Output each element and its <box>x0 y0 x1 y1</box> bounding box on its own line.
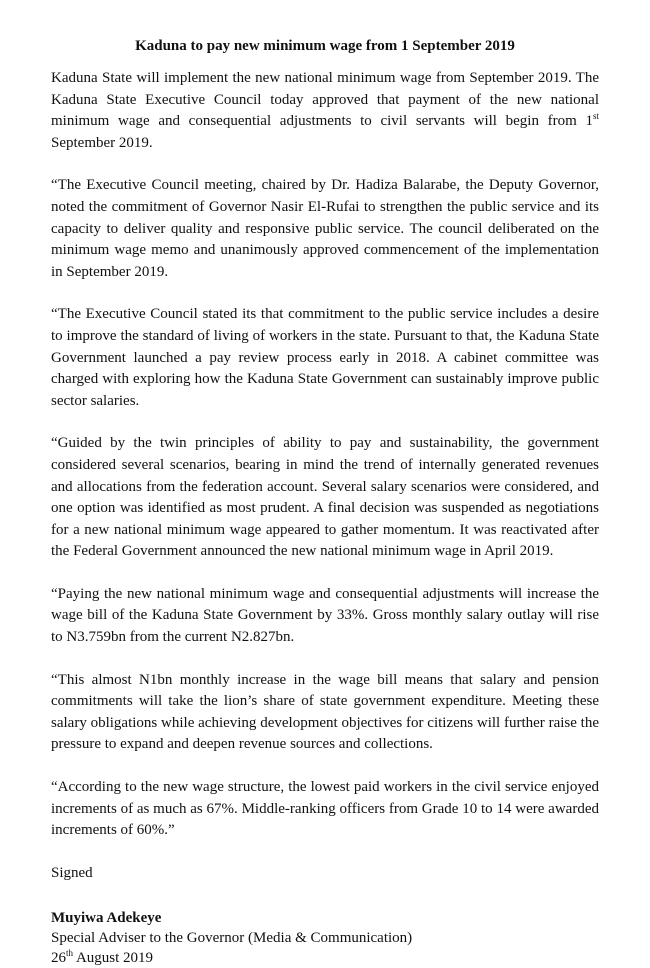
paragraph-intro <box>51 68 599 154</box>
paragraph-principles: “Guided by the twin principles of ability to pay and sustainability, the government considered several scenarios, bearing in mind the trend of internally generated revenues and allocations from the federation account. Several salary scenarios were considered, and one option was identified as most prudent. A final decision was suspended as negotiations for a new national minimum wage appeared to gather momentum. It was reactivated after the Federal Government announced the new national minimum wage in April 2019. <box>51 435 599 560</box>
release-date-day: 26 <box>51 949 66 966</box>
paragraph-intro-text: Kaduna State will implement the new national minimum wage from September 2019. The Kaduna State Executive Council today approved that payment of the new national minimum wage and consequential adjustments to civil servants will begin from 1 <box>51 70 599 130</box>
signatory-title: Special Adviser to the Governor (Media & Communication) <box>51 929 413 946</box>
press-release <box>51 36 599 968</box>
paragraph-wage-bill: “Paying the new national minimum wage and consequential adjustments will increase the wage bill of the Kaduna State Government by 33%. Gross monthly salary outlay will rise to N3.759bn from the current N2.827bn. <box>51 585 599 646</box>
signatory-name: Muyiwa Adekeye <box>51 909 162 926</box>
ordinal-suffix: st <box>592 111 599 122</box>
paragraph-intro-end: September 2019. <box>51 134 153 151</box>
document-title: Kaduna to pay new minimum wage from 1 September 2019 <box>135 38 515 54</box>
release-date-rest: August 2019 <box>73 949 154 966</box>
release-date-ordinal: th <box>66 947 74 958</box>
release-date <box>51 948 599 968</box>
paragraph-council-meeting: “The Executive Council meeting, chaired by Dr. Hadiza Balarabe, the Deputy Governor, noted the commitment of Governor Nasir El-Rufai to strengthen the public service and its capacity to deliver quality and responsive public service. The council deliberated on the minimum wage memo and unanimously approved commencement of the implementation in September 2019. <box>51 177 599 280</box>
paragraph-expenditure: “This almost N1bn monthly increase in the wage bill means that salary and pension commitments will take the lion’s share of state government expenditure. Meeting these salary obligations while achieving development objectives for citizens will further raise the pressure to expand and deepen revenue sources and collections. <box>51 671 599 753</box>
paragraph-wage-structure: “According to the new wage structure, the lowest paid workers in the civil service enjoyed increments of as much as 67%. Middle-ranking officers from Grade 10 to 14 were awarded increments of 60%.” <box>51 779 599 839</box>
paragraph-commitment: “The Executive Council stated its that commitment to the public service includes a desire to improve the standard of living of workers in the state. Pursuant to that, the Kaduna State Government launched a pay review process early in 2018. A cabinet committee was charged with exploring how the Kaduna State Government can sustainably improve public sector salaries. <box>51 306 599 409</box>
signed-label: Signed <box>51 864 93 881</box>
